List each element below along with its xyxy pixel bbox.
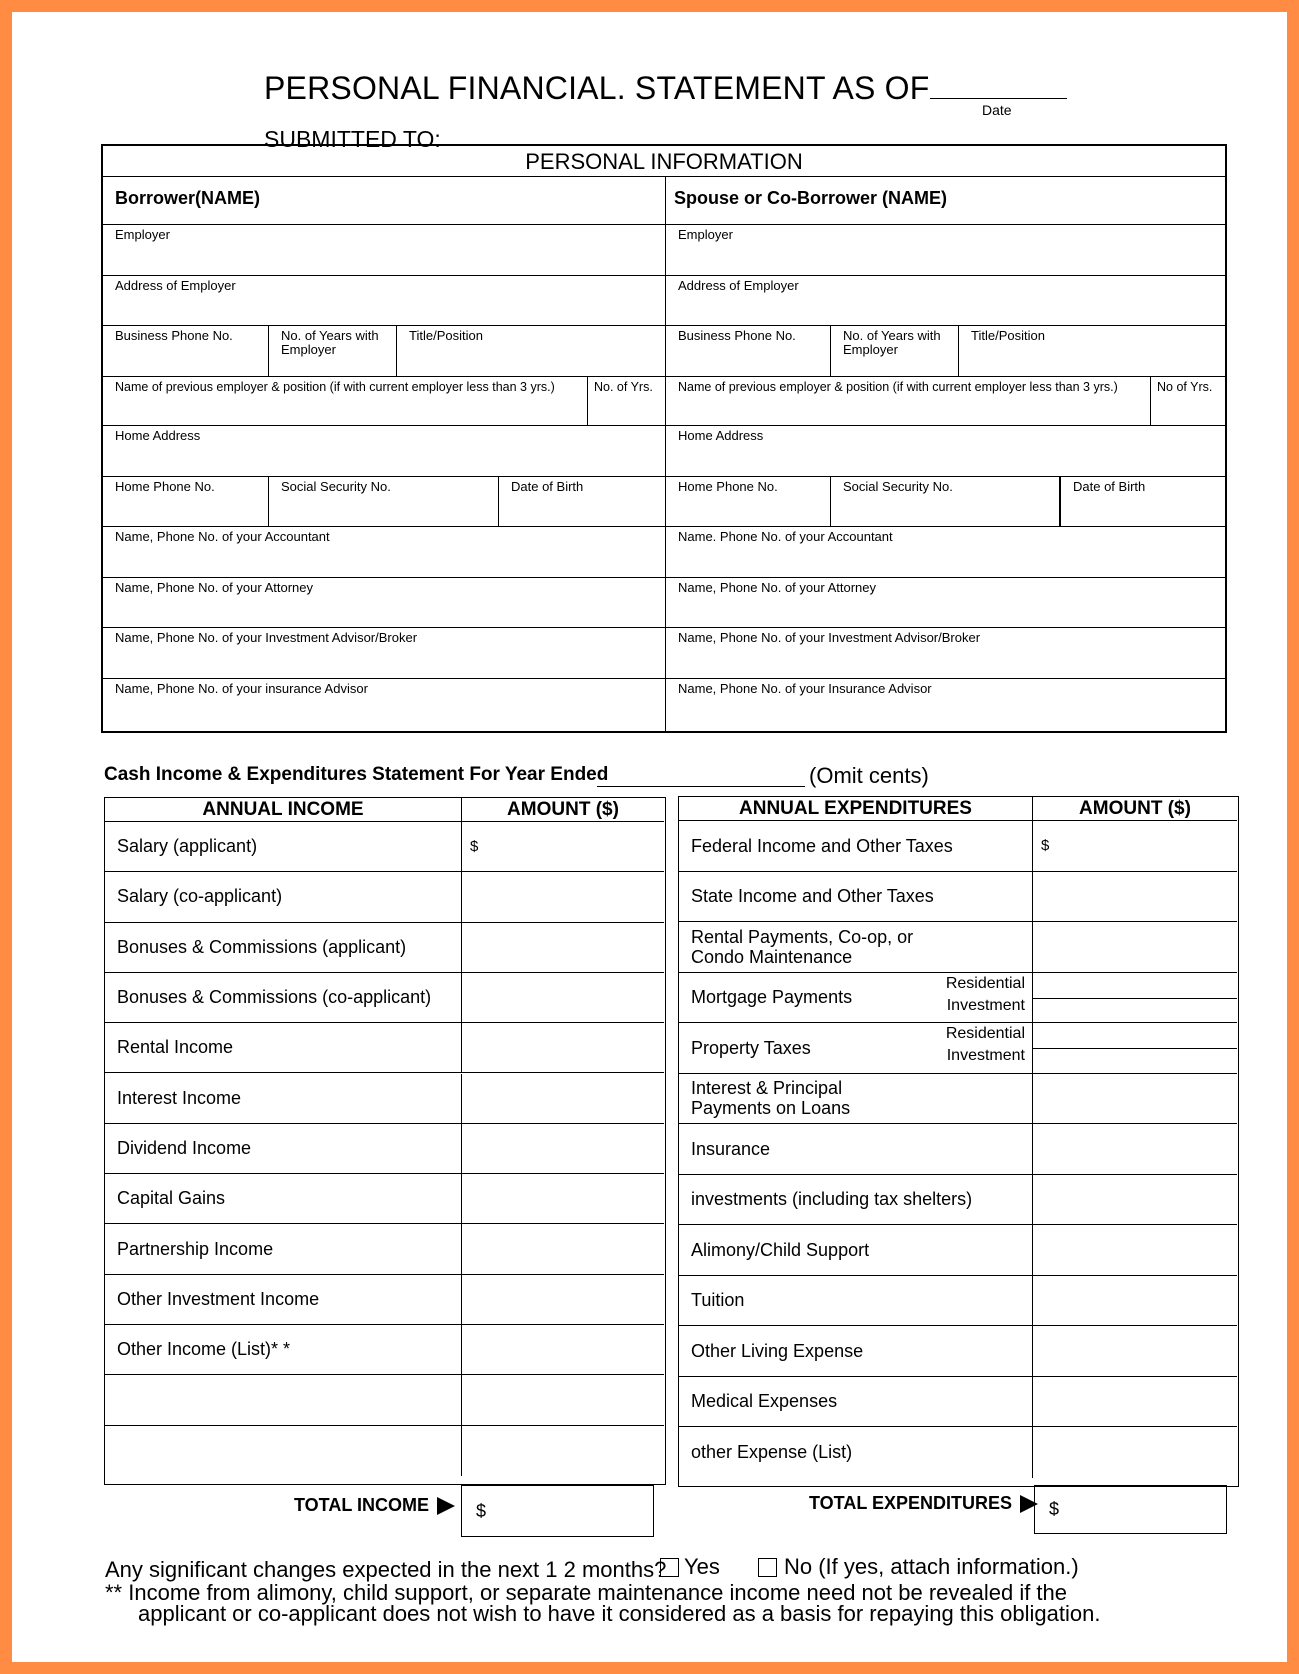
total-income-field[interactable]	[461, 1485, 654, 1537]
amount-header-text: AMOUNT ($)	[507, 798, 619, 820]
expenditure-amount-field[interactable]	[1033, 1225, 1237, 1275]
income-label: Capital Gains	[105, 1174, 462, 1223]
income-label: Partnership Income	[105, 1224, 462, 1273]
expenditure-amount-field[interactable]	[1033, 1427, 1237, 1478]
expenditure-row	[679, 821, 1237, 872]
expenditure-label: Federal Income and Other Taxes	[679, 821, 1033, 871]
income-row	[105, 923, 664, 973]
borrower-attorney-field[interactable]: Name, Phone No. of your Attorney	[103, 578, 666, 628]
expenditure-row	[679, 1074, 1237, 1125]
income-label: Other Investment Income	[105, 1275, 462, 1324]
residential-investment-labels	[946, 1023, 1025, 1067]
income-amount-field[interactable]	[462, 1023, 664, 1072]
income-amount-field[interactable]	[462, 1074, 664, 1123]
cash-statement-title: Cash Income & Expenditures Statement For Year Ended	[104, 764, 609, 785]
income-amount-header	[462, 798, 664, 821]
expenditure-amount-field[interactable]	[1033, 1377, 1237, 1427]
income-row	[105, 1023, 664, 1073]
total-expenditures-text: TOTAL EXPENDITURES	[809, 1493, 1013, 1513]
spouse-employer-address-field[interactable]: Address of Employer	[666, 276, 1225, 326]
income-amount-field[interactable]	[462, 1375, 664, 1424]
income-label: Bonuses & Commissions (applicant)	[105, 923, 462, 972]
spouse-previous-years-field[interactable]: No of Yrs.	[1151, 377, 1225, 426]
expenditure-label: Other Living Expense	[679, 1326, 1033, 1376]
form-page	[12, 12, 1287, 1662]
expenditure-amount-field[interactable]	[1033, 1074, 1237, 1124]
investment-label: Investment	[946, 1047, 1025, 1064]
expenditure-amount-field[interactable]	[1033, 922, 1237, 972]
expenditure-label: Insurance	[679, 1124, 1033, 1174]
residential-label: Residential	[945, 1025, 1025, 1042]
omit-cents-note: (Omit cents)	[809, 763, 929, 788]
submitted-to-label: SUBMITTED TO:	[264, 126, 441, 152]
total-expenditures-field[interactable]	[1034, 1485, 1227, 1534]
amount-split-line	[1033, 1048, 1237, 1049]
residential-label: Residential	[945, 974, 1025, 992]
borrower-years-employer-field[interactable]: No. of Years with Employer	[269, 326, 397, 377]
expenditure-label: Alimony/Child Support	[679, 1225, 1033, 1275]
borrower-dob-field[interactable]: Date of Birth	[499, 477, 666, 527]
residential-investment-labels	[946, 973, 1025, 1017]
dollar-sign: $	[470, 838, 479, 856]
income-row	[105, 1174, 664, 1224]
spouse-ssn-field[interactable]: Social Security No.	[831, 477, 1061, 527]
total-expenditures-label	[809, 1493, 1038, 1514]
no-label: No (If yes, attach information.)	[784, 1554, 1079, 1579]
income-row	[105, 1124, 664, 1174]
borrower-employer-address-field[interactable]: Address of Employer	[103, 276, 666, 326]
expenditure-label: investments (including tax shelters)	[679, 1175, 1033, 1225]
expenditure-amount-field[interactable]	[1033, 1276, 1237, 1326]
significant-changes-question: Any significant changes expected in the next 1 2 months?	[105, 1557, 667, 1582]
spouse-title-field[interactable]: Title/Position	[959, 326, 1225, 377]
income-header-row	[105, 798, 664, 822]
expenditure-amount-field[interactable]	[1033, 1175, 1237, 1225]
income-label: Interest Income	[105, 1074, 462, 1123]
spouse-investment-advisor-field[interactable]: Name, Phone No. of your Investment Advisor/Broker	[666, 628, 1225, 679]
expenditure-amount-field[interactable]	[1033, 821, 1237, 871]
arrow-right-icon	[437, 1497, 455, 1515]
income-amount-field[interactable]	[462, 973, 664, 1022]
income-row	[105, 872, 664, 922]
expenditure-label: Rental Payments, Co-op, or Condo Maintenance	[679, 922, 1033, 972]
income-row	[105, 973, 664, 1023]
income-amount-field[interactable]	[462, 1224, 664, 1273]
spouse-home-address-field[interactable]: Home Address	[666, 426, 1225, 477]
expenditure-amount-field[interactable]	[1033, 872, 1237, 922]
borrower-home-phone-field[interactable]: Home Phone No.	[103, 477, 269, 527]
expenditure-amount-field[interactable]	[1033, 1326, 1237, 1376]
expenditure-row	[679, 1377, 1237, 1428]
expenditure-label: Mortgage Payments	[679, 973, 1033, 1023]
income-label: Other Income (List)* *	[105, 1325, 462, 1374]
expenditure-row	[679, 1225, 1237, 1276]
expenditure-row	[679, 1326, 1237, 1377]
expenditure-label: Property Taxes	[679, 1023, 1033, 1073]
expenditure-row	[679, 1175, 1237, 1226]
spouse-name-field[interactable]: Spouse or Co-Borrower (NAME)	[666, 177, 1225, 225]
expenditure-row	[679, 1427, 1237, 1478]
expenditure-label: State Income and Other Taxes	[679, 872, 1033, 922]
spouse-insurance-advisor-field[interactable]: Name, Phone No. of your Insurance Advisor	[678, 681, 932, 696]
footnote-line-2: applicant or co-applicant does not wish to have it considered as a basis for repaying this obligation.	[138, 1601, 1101, 1626]
borrower-title-field[interactable]: Title/Position	[397, 326, 666, 377]
expenditure-amount-field[interactable]	[1033, 1124, 1237, 1174]
borrower-business-phone-field[interactable]: Business Phone No.	[103, 326, 269, 377]
total-expenditures-dollar: $	[1049, 1499, 1060, 1519]
annual-income-table	[104, 797, 666, 1485]
spouse-employer-field[interactable]: Employer	[666, 225, 1225, 276]
total-income-label	[294, 1495, 455, 1516]
income-row	[105, 1074, 664, 1124]
borrower-investment-advisor-field[interactable]: Name, Phone No. of your Investment Advisor/Broker	[103, 628, 666, 679]
spouse-previous-employer-field[interactable]: Name of previous employer & position (if with current employer less than 3 yrs.)	[666, 377, 1151, 426]
spouse-business-phone-field[interactable]: Business Phone No.	[666, 326, 831, 377]
total-income-text: TOTAL INCOME	[294, 1495, 429, 1515]
borrower-previous-years-field[interactable]: No. of Yrs.	[588, 377, 666, 426]
borrower-ssn-field[interactable]: Social Security No.	[269, 477, 499, 527]
dollar-sign: $	[1041, 837, 1050, 855]
expenditure-label: Tuition	[679, 1276, 1033, 1326]
expenditure-label: Interest & Principal Payments on Loans	[679, 1074, 1033, 1124]
income-row	[105, 1426, 664, 1476]
borrower-employer-field[interactable]: Employer	[103, 225, 666, 276]
personal-information-heading: PERSONAL INFORMATION	[103, 146, 1225, 177]
income-amount-field[interactable]	[462, 1275, 664, 1324]
footnote-line-1: ** Income from alimony, child support, or separate maintenance income need not be revealed if the	[105, 1580, 1068, 1605]
date-input-line[interactable]	[930, 98, 1067, 99]
amount-header-text: AMOUNT ($)	[1079, 797, 1191, 819]
spouse-accountant-field[interactable]: Name. Phone No. of your Accountant	[666, 527, 1225, 578]
annual-expenditures-table	[678, 796, 1239, 1487]
income-label: Dividend Income	[105, 1124, 462, 1173]
amount-split-line	[1033, 998, 1237, 999]
total-income-dollar: $	[476, 1500, 487, 1521]
borrower-accountant-field[interactable]: Name, Phone No. of your Accountant	[103, 527, 666, 578]
income-row	[105, 1325, 664, 1375]
income-amount-field[interactable]	[462, 1174, 664, 1223]
income-row	[105, 1375, 664, 1425]
income-amount-field[interactable]	[462, 1124, 664, 1173]
income-amount-field[interactable]	[462, 1426, 664, 1476]
expenditure-row	[679, 1276, 1237, 1327]
expenditures-header-row	[679, 797, 1237, 821]
date-label: Date	[982, 102, 1012, 118]
income-label: Rental Income	[105, 1023, 462, 1072]
yes-checkbox[interactable]	[660, 1558, 679, 1577]
spouse-home-phone-field[interactable]: Home Phone No.	[666, 477, 831, 527]
income-amount-field[interactable]	[462, 872, 664, 921]
spouse-attorney-field[interactable]: Name, Phone No. of your Attorney	[666, 578, 1225, 628]
spouse-years-employer-field[interactable]: No. of Years with Employer	[831, 326, 959, 377]
income-label: Bonuses & Commissions (co-applicant)	[105, 973, 462, 1022]
expenditure-row	[679, 922, 1237, 973]
income-label	[105, 1375, 462, 1424]
investment-label: Investment	[946, 996, 1025, 1014]
form-title: PERSONAL FINANCIAL. STATEMENT AS OF	[264, 70, 930, 106]
expenditure-label: Medical Expenses	[679, 1377, 1033, 1427]
borrower-insurance-advisor-field[interactable]: Name, Phone No. of your insurance Advisor	[103, 679, 666, 731]
borrower-previous-employer-field[interactable]: Name of previous employer & position (if with current employer less than 3 yrs.)	[103, 377, 588, 426]
expenditure-row	[679, 973, 1237, 1024]
income-amount-field[interactable]	[462, 1325, 664, 1374]
yes-label: Yes	[684, 1554, 720, 1579]
borrower-name-field[interactable]: Borrower(NAME)	[103, 177, 666, 225]
expenditures-amount-header	[1033, 797, 1237, 820]
income-label	[105, 1426, 462, 1476]
income-amount-field[interactable]	[462, 822, 664, 871]
expenditure-row	[679, 1023, 1237, 1074]
income-label: Salary (applicant)	[105, 822, 462, 871]
personal-information-table	[101, 144, 1227, 733]
expenditure-row	[679, 1124, 1237, 1175]
year-ended-input-line[interactable]	[597, 786, 805, 787]
income-row	[105, 822, 664, 872]
annual-expenditures-header: ANNUAL EXPENDITURES	[679, 797, 1033, 820]
income-row	[105, 1275, 664, 1325]
income-label: Salary (co-applicant)	[105, 872, 462, 921]
spouse-dob-field[interactable]: Date of Birth	[1061, 477, 1225, 527]
expenditure-label: other Expense (List)	[679, 1427, 1033, 1478]
income-amount-field[interactable]	[462, 923, 664, 972]
income-row	[105, 1224, 664, 1274]
expenditure-row	[679, 872, 1237, 923]
annual-income-header: ANNUAL INCOME	[105, 798, 462, 821]
borrower-home-address-field[interactable]: Home Address	[103, 426, 666, 477]
no-checkbox[interactable]	[758, 1558, 777, 1577]
